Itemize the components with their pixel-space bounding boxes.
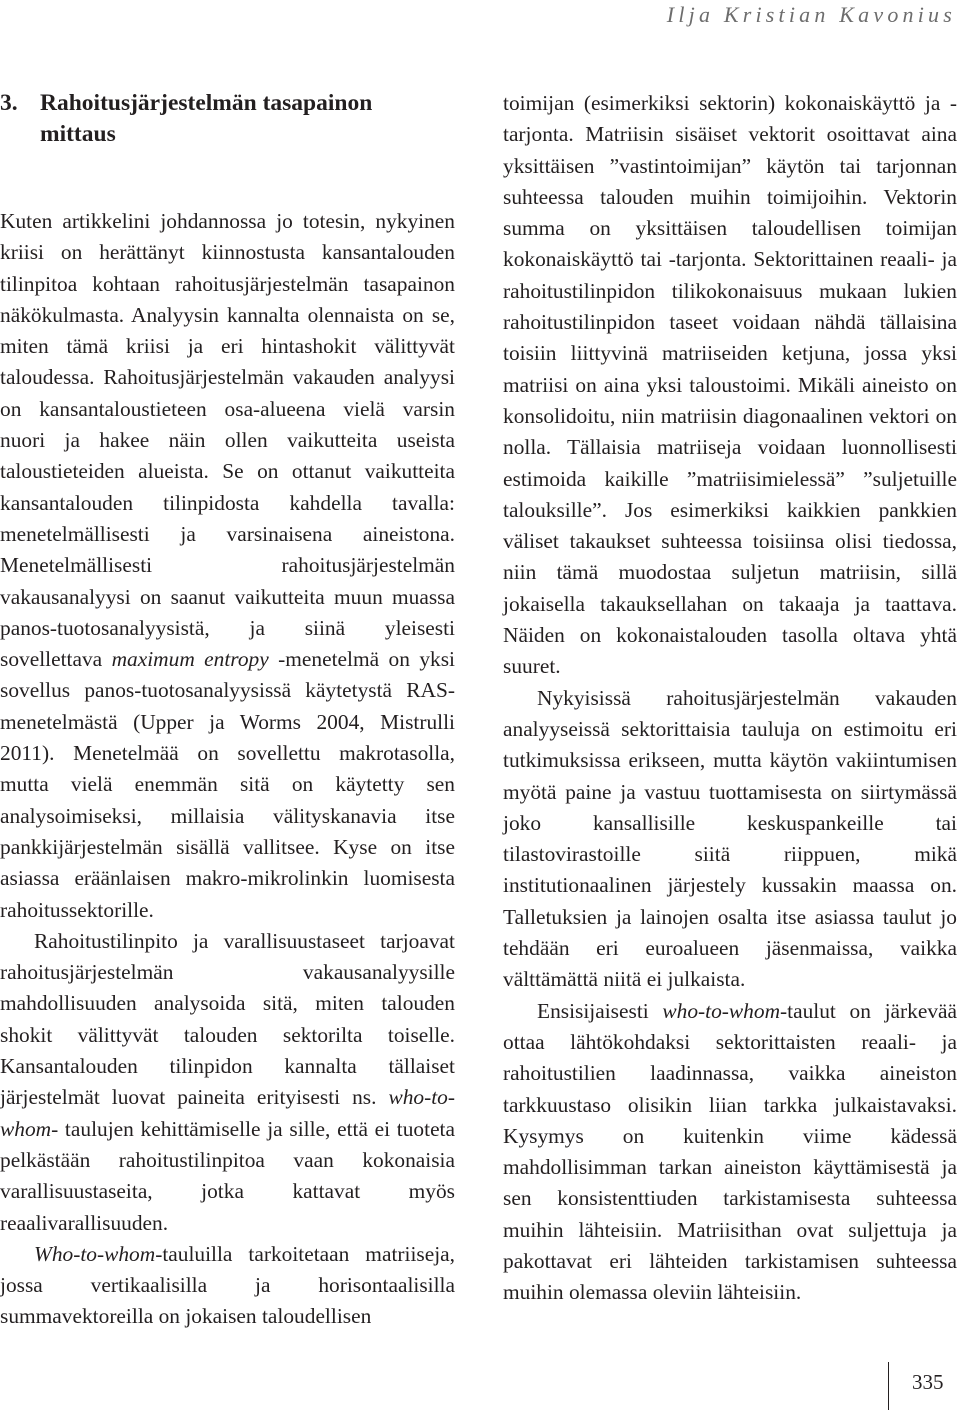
section-title: Rahoitusjärjestelmän tasapainon mittaus [40, 90, 373, 147]
paragraph: toimijan (esimerkiksi sektorin) kokonaiskäyttö ja -tarjonta. Matriisin sisäiset vektorit osoittavat aina yksittäisen ”vastintoimijan” käytön tai tarjonnan suhteessa talouden muihin toimijoihin. Vektorin summa on yksittäisen taloudellisen toimijan kokonaiskäyttö tai -tarjonta. Sektorittainen reaali- ja rahoitustilinpidon tilikokonaisuus mukaan lukien rahoitustilinpidon taseet voidaan nähdä tällaisina toisiin liittyvinä matriiseiden ketjuna, jossa yksi matriisi on aina yksi taloustoimi. Mikäli aineisto on konsolidoitu, niin matriisin diagonaalinen vektori on nolla. Tällaisia matriiseja voidaan luonnollisesti estimoida kaikille ”matriisimielessä” ”suljetuille talouksille”. Jos esimerkiksi kaikkien pankkien väliset takaukset suhteessa toisiinsa olisi tiedossa, niin tämä muodostaa suljetun matriisin, sillä jokaisella takauksellahan on takaaja ja taattava. Näiden on kokonaistalouden tasolla oltava yhtä suuret. [503, 91, 957, 679]
paragraph: Rahoitustilinpito ja varallisuustaseet tarjoavat rahoitusjärjestelmän vakausanalyysille mahdollisuuden analysoida sitä, miten talouden shokit välittyvät talouden sektorilta toiselle. Kansantalouden tilinpidon kannalta tällaiset järjestelmät luovat paineita erityisesti ns. who-to-whom- taulujen kehittämiselle ja sille, että ei tuoteta pelkästään rahoitustilinpitoa vaan kokonaisia varallisuustaseita, jotka kattavat myös reaalivarallisuuden. [0, 928, 455, 1235]
section-heading [0, 88, 455, 150]
running-head: Ilja Kristian Kavonius [666, 2, 956, 27]
paragraph: Who-to-whom-tauluilla tarkoitetaan matriiseja, jossa vertikaalisilla ja horisontaalisilla summavektoreilla on jokaisen taloudellisen [0, 1241, 455, 1329]
right-column [503, 88, 957, 1309]
page-number: 335 [912, 1370, 944, 1394]
italic-term: Who-to-whom- [34, 1241, 163, 1266]
paragraph: Kuten artikkelini johdannossa jo totesin, nykyinen kriisi on herättänyt kiinnostusta kansantalouden tilinpitoa kohtaan rahoitusjärjestelmän tasapainon näkökulmasta. Analyysin kannalta olennaista on se, miten tämä kriisi ja eri hintashokit välittyvät taloudessa. Rahoitusjärjestelmän vakauden analyysi on kansantaloustieteen osa-alueena vielä varsin nuori ja hakee näin ollen vaikutteita useista taloustieteiden alueista. Se on ottanut vaikutteita kansantalouden tilinpidosta kahdella tavalla: menetelmällisesti ja varsinaisena aineistona. Menetelmällisesti rahoitusjärjestelmän vakausanalyysi on saanut vaikutteita muun muassa panos-tuotosanalyysistä, ja siinä yleisesti sovellettava maximum entropy -menetelmä on yksi sovellus panos-tuotosanalyysissä käytetystä RAS-menetelmästä (Upper ja Worms 2004, Mistrulli 2011). Menetelmää on sovellettu makrotasolla, mutta vielä enemmän sitä on käytetty sen analysoimiseksi, millaisia välityskanavia itse pankkijärjestelmän sisällä vallitsee. Kyse on itse asiassa eräänlaisen makro-mikrolinkin luomisesta rahoitussektorille. [0, 209, 455, 922]
left-column [0, 88, 455, 1333]
paragraph: Ensisijaisesti who-to-whom-taulut on järkevää ottaa lähtökohdaksi sektorittaisten reaali- ja rahoitustilien laadinnassa, vaikka aineiston tarkkuustaso olisikin liian tarkka julkaistavaksi. Kysymys on kuitenkin viime kädessä mahdollisimman tarkan aineiston käyttämisestä ja sen konsistenttiuden tarkistamisesta suhteessa muihin lähteisiin. Matriisithan ovat suljettuja ja pakottavat eri lähteiden tarkistamisen suhteessa muihin olemassa oleviin lähteisiin. [503, 998, 958, 1305]
page-number-rule [888, 1362, 889, 1410]
italic-term: maximum entropy [111, 647, 269, 672]
paragraph: Nykyisissä rahoitusjärjestelmän vakauden analyyseissä sektorittaisia tauluja on estimoitu eri tutkimuksissa erikseen, mutta käytön vakiintumisen myötä paine ja vastuu tuottamisesta on siirtymässä joko kansallisille keskuspankeille tai tilastovirastoille siitä riippuen, mikä institutionaalinen järjestely kussakin maassa on. Talletuksien ja lainojen osalta itse asiassa taulut jo tehdään eri euroalueen jäsenmaissa, vaikka välttämättä niitä ei julkaista. [503, 685, 957, 992]
section-number: 3. [0, 90, 18, 116]
italic-term: who-to-whom [662, 998, 781, 1023]
italic-term: who-to-whom- [0, 1085, 455, 1141]
